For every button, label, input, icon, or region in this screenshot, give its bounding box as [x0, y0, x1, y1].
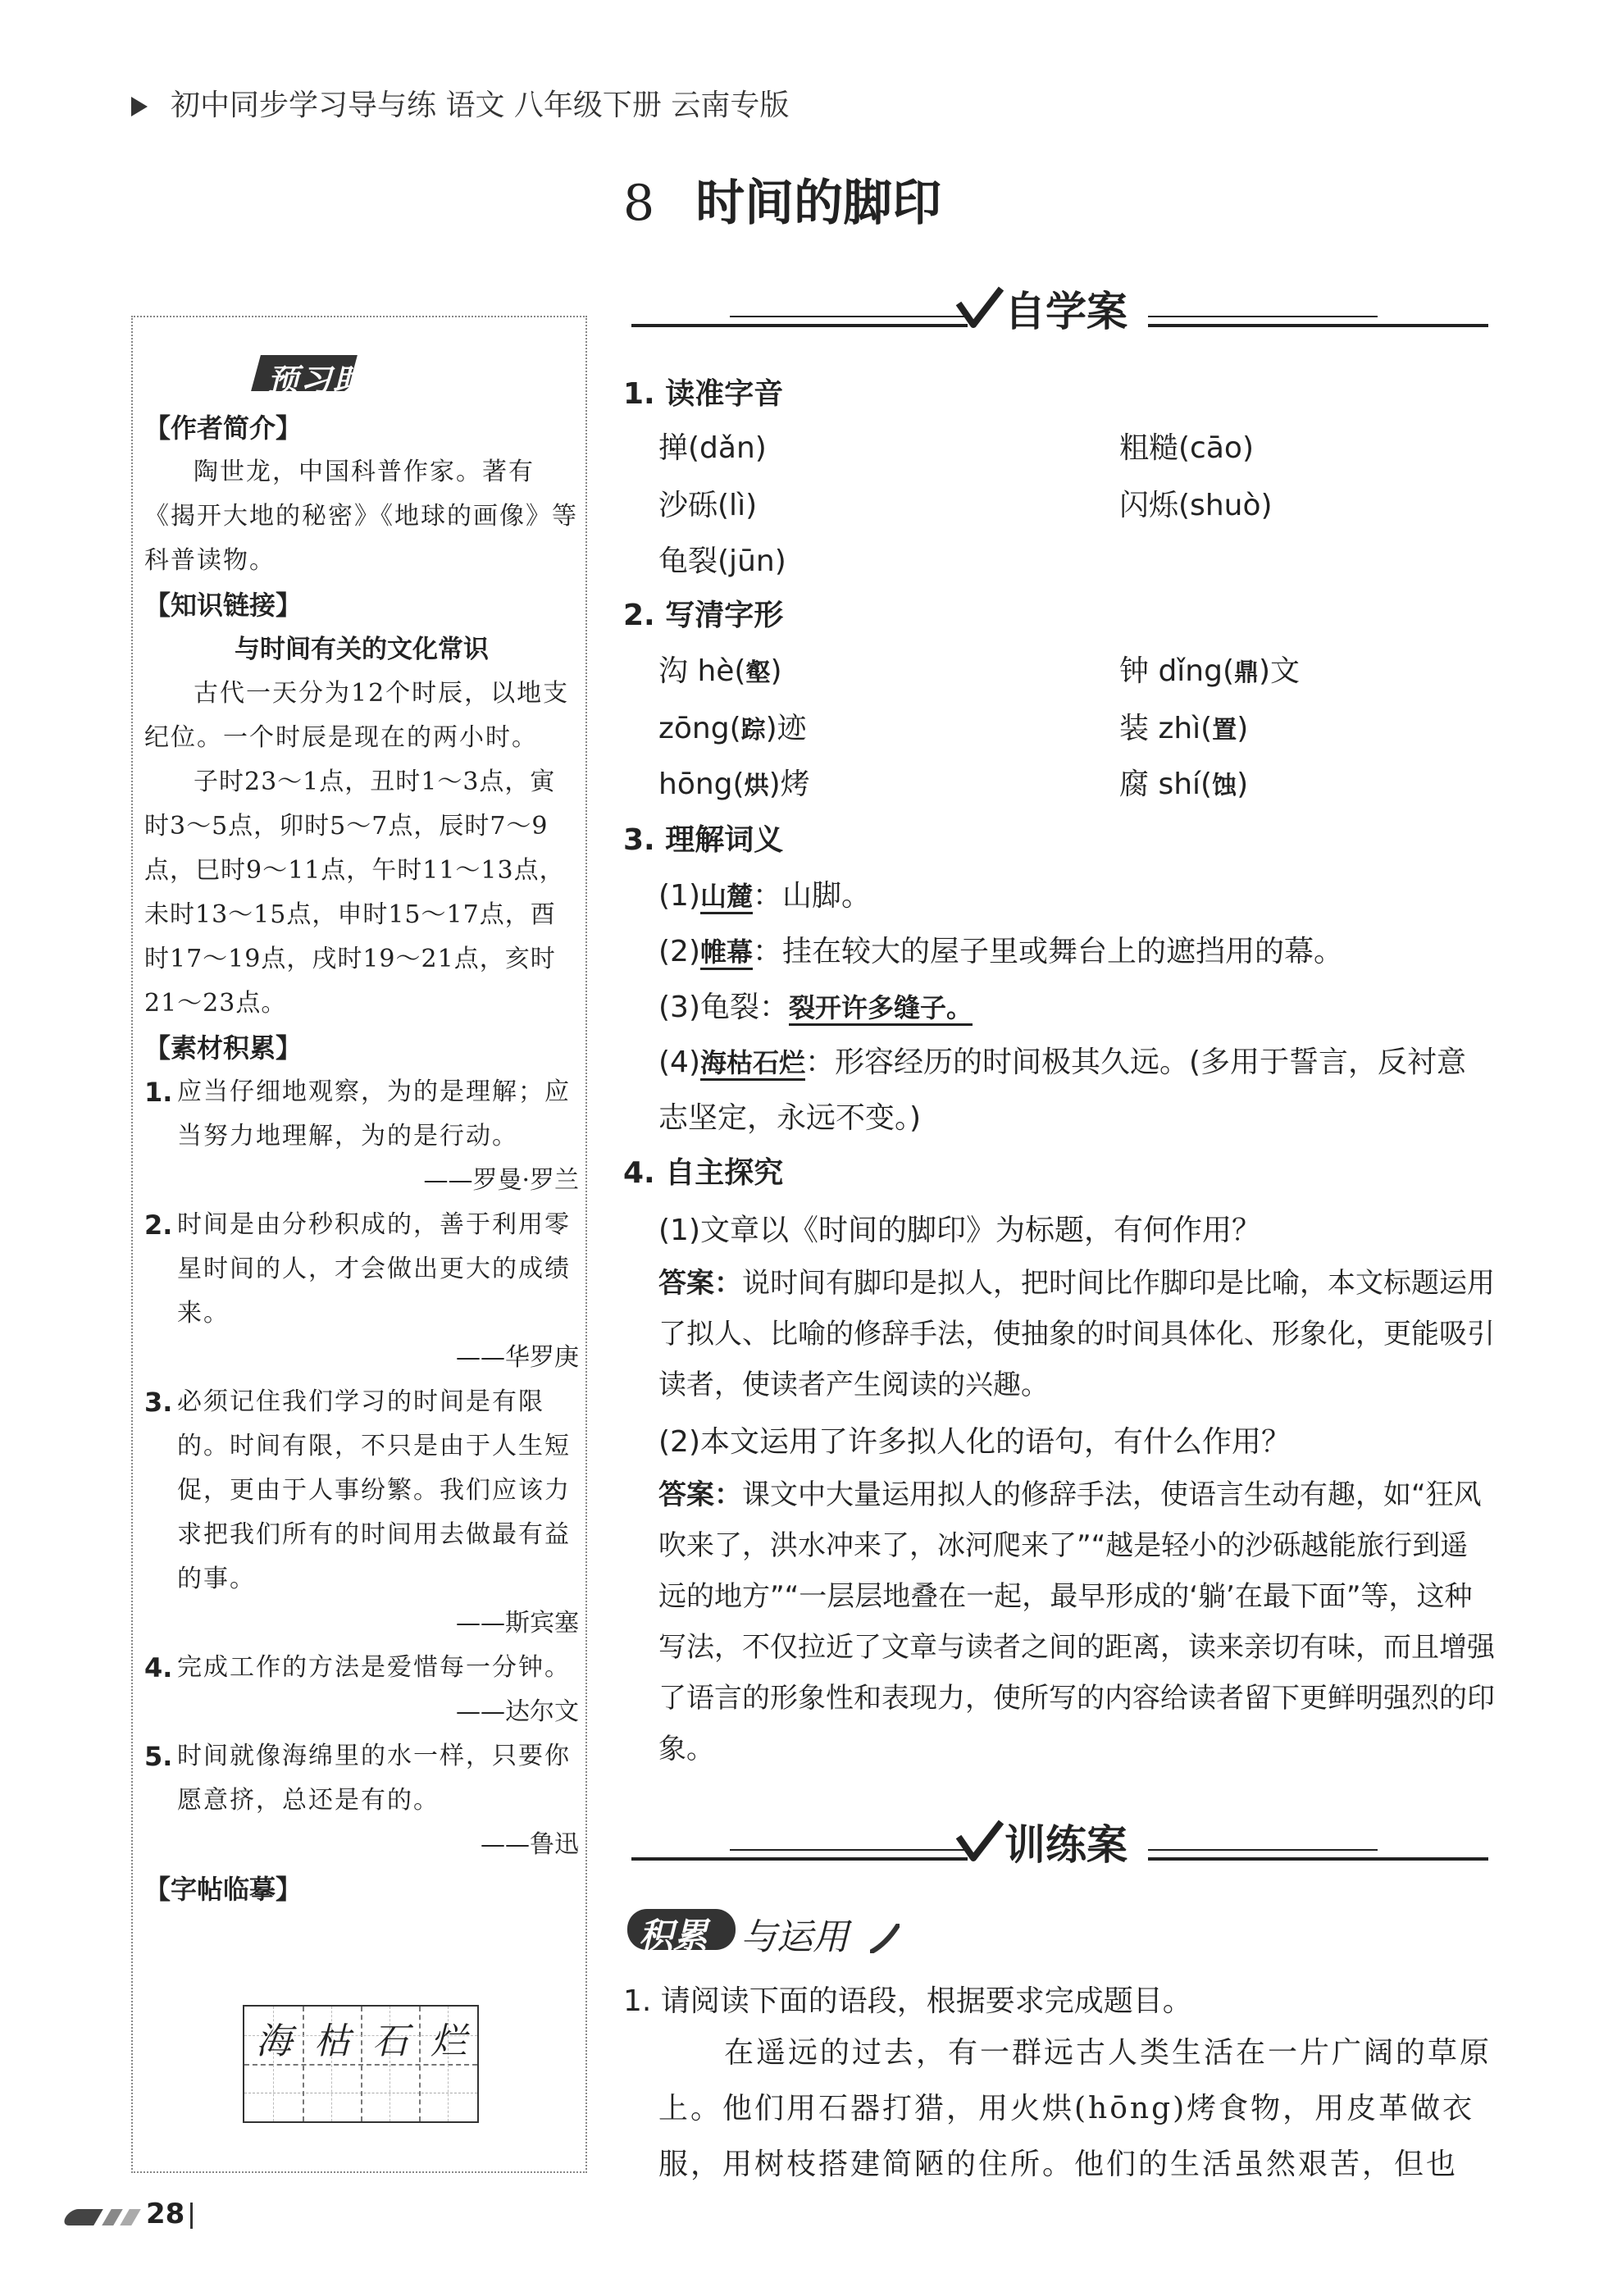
banner-rule-left-thin	[730, 316, 968, 317]
glyph-answer: 踪	[740, 716, 766, 745]
pinyin-reading: (cāo)	[1178, 431, 1254, 465]
banner-rule-left	[631, 1857, 968, 1861]
quote-item	[144, 1646, 579, 1690]
answer-label: 答案：	[658, 1478, 742, 1511]
definition-word: 山麓	[700, 881, 753, 914]
lesson-number: 8	[623, 175, 655, 232]
inquiry-question-2: (2)本文运用了许多拟人化的语句，有什么作用？	[658, 1425, 1291, 1459]
banner-rule-left	[631, 324, 968, 327]
glyph-item	[1119, 648, 1300, 690]
stripe-decor	[102, 2209, 123, 2225]
definition-word: 帷幕	[700, 936, 753, 970]
definition-word: 海枯石烂	[700, 1047, 805, 1081]
glyph-suffix: )	[1237, 768, 1249, 801]
training-question-1: 1. 请阅读下面的语段，根据要求完成题目。	[623, 1984, 1192, 2018]
glyph-suffix: )文	[1259, 654, 1301, 688]
running-header	[131, 82, 789, 124]
quote-author: ——达尔文	[456, 1697, 579, 1726]
definition-word: 龟裂：	[700, 991, 790, 1024]
xunlian-banner-text: 训练案	[1004, 1821, 1128, 1869]
definition-item	[658, 872, 871, 914]
glyph-prompt: zōng(	[658, 712, 741, 745]
copy-char: 海	[256, 2020, 292, 2062]
question-3-heading: 3. 理解词义	[623, 823, 784, 857]
pinyin-item	[658, 425, 767, 467]
inquiry-answer-1	[658, 1258, 1495, 1410]
quote-author: ——罗曼·罗兰	[423, 1166, 579, 1195]
glyph-suffix: )	[770, 654, 782, 688]
author-label: 【作者简介】	[144, 412, 303, 444]
lesson-title	[623, 164, 941, 235]
quote-text: 必须记住我们学习的时间是有限的。时间有限，不只是由于人生短促，更由于人事纷繁。我们应该力求把我们所有的时间用去做最有益的事。	[177, 1387, 571, 1593]
pinyin-word: 龟裂	[658, 544, 718, 578]
banner-rule-right	[1148, 324, 1488, 327]
author-text: 陶世龙，中国科普作家。著有《揭开大地的秘密》《地球的画像》等科普读物。	[144, 458, 578, 575]
pinyin-item	[658, 482, 757, 524]
accumulate-banner	[627, 1904, 906, 1957]
pinyin-word: 闪烁	[1119, 489, 1179, 522]
quote-list	[144, 1070, 579, 1867]
glyph-suffix: )迹	[765, 712, 807, 745]
banner-rule-left-thin	[730, 1849, 968, 1851]
copy-char: 枯	[314, 2020, 350, 2062]
quote-author: ——斯宾塞	[456, 1609, 579, 1638]
quote-number: 3.	[144, 1387, 173, 1418]
glyph-item	[658, 761, 810, 803]
quote-author: ——华罗庚	[456, 1343, 579, 1372]
glyph-item	[658, 705, 807, 747]
glyph-prompt: 沟 hè(	[658, 654, 746, 688]
question-4-heading: 4. 自主探究	[623, 1156, 784, 1190]
quote-text: 应当仔细地观察，为的是理解；应当努力地理解，为的是行动。	[177, 1077, 571, 1150]
quote-number: 5.	[144, 1741, 173, 1772]
pinyin-item	[658, 538, 786, 580]
definition-text: 裂开许多缝子。	[789, 992, 973, 1026]
inquiry-answer-2	[658, 1469, 1495, 1774]
grid-divider	[303, 2007, 304, 2121]
grid-divider	[361, 2007, 362, 2121]
glyph-suffix: )烤	[768, 768, 810, 801]
checkmark-icon	[955, 1819, 1004, 1865]
sidebar-banner-text: 预习助读	[267, 362, 399, 399]
definition-number: (1)	[658, 879, 700, 913]
glyph-prompt: hōng(	[658, 768, 745, 801]
pinyin-reading: (shuò)	[1178, 489, 1273, 522]
header-text: 初中同步学习导与练 语文 八年级下册 云南专版	[171, 89, 790, 122]
answer-text: 课文中大量运用拟人的修辞手法，使语言生动有趣，如“狂风吹来了，洪水冲来了，冰河爬来了”“越是轻小的沙砾越能旅行到遥远的地方”“一层层地叠在一起，最早形成的‘躺’在最下面”等，这种写法，不仅拉近了文章与读者之间的距离，读来亲切有味，而且增强了语言的形象性和表现力，使所写的内容给读者留下更鲜明强烈的印象。	[658, 1478, 1495, 1765]
glyph-answer: 壑	[745, 658, 771, 687]
quote-text: 时间是由分秒积成的，善于利用零星时间的人，才会做出更大的成绩来。	[177, 1210, 571, 1328]
link-paragraph-2: 子时23～1点，丑时1～3点，寅时3～5点，卯时5～7点，辰时7～9点，巳时9～11点，午时11～13点，未时13～15点，申时15～17点，酉时17～19点，戌时19～21点，亥时21～23点。	[144, 768, 565, 1018]
copy-char: 石	[372, 2020, 408, 2062]
zixue-banner-text: 自学案	[1004, 288, 1128, 335]
quote-number: 2.	[144, 1210, 173, 1241]
pinyin-word: 掸 •	[658, 431, 688, 465]
material-label: 【素材积累】	[144, 1032, 303, 1064]
stripe-decor	[120, 2209, 141, 2225]
play-triangle-icon	[131, 97, 148, 116]
pinyin-reading: (dǎn)	[688, 431, 767, 465]
link-title: 与时间有关的文化常识	[235, 635, 489, 664]
brush-stroke-icon	[870, 1924, 900, 1953]
quote-author: ——鲁迅	[481, 1830, 579, 1859]
link-paragraph-1: 古代一天分为12个时辰，以地支纪位。一个时辰是现在的两小时。	[144, 679, 570, 752]
glyph-prompt: 装 zhì(	[1119, 712, 1213, 745]
sidebar-banner	[256, 350, 469, 399]
definition-text: ：山脚。	[753, 879, 872, 913]
glyph-item	[1119, 761, 1248, 803]
quote-number: 1.	[144, 1077, 173, 1108]
question-1-heading: 1. 读准字音	[623, 377, 784, 411]
reading-passage: 在遥远的过去，有一群远古人类生活在一片广阔的草原上。他们用石器打猎，用火烘(hōng)烤食物，用皮革做衣服，用树枝搭建简陋的住所。他们的生活虽然艰苦，但也	[658, 2036, 1492, 2181]
glyph-answer: 置	[1212, 716, 1237, 745]
quote-item	[144, 1070, 579, 1159]
pinyin-item	[1119, 482, 1273, 524]
inquiry-question-1: (1)文章以《时间的脚印》为标题，有何作用？	[658, 1214, 1261, 1247]
grid-divider	[419, 2007, 421, 2121]
banner-rule-right-thin	[1148, 1849, 1378, 1851]
copy-char: 烂	[430, 2020, 467, 2062]
preview-sidebar	[131, 316, 587, 2173]
glyph-prompt: 钟 dǐng(	[1119, 654, 1235, 688]
lesson-title-text: 时间的脚印	[695, 175, 942, 232]
glyph-prompt: 腐 shí(	[1119, 768, 1213, 801]
definition-text: ：形容经历的时间极其久远。(多用于誓言，反衬意志坚定，永远不变。)	[658, 1046, 1467, 1135]
pinyin-word: 沙砾	[658, 489, 718, 522]
quote-text: 完成工作的方法是爱惜每一分钟。	[177, 1653, 571, 1682]
glyph-answer: 鼎	[1234, 658, 1260, 687]
glyph-answer: 蚀	[1212, 772, 1237, 800]
quote-number: 4.	[144, 1652, 173, 1683]
xunlian-banner	[631, 1812, 1488, 1870]
quote-item	[144, 1203, 579, 1336]
definition-item	[658, 1035, 1495, 1146]
quote-text: 时间就像海绵里的水一样，只要你愿意挤，总还是有的。	[177, 1742, 571, 1815]
definition-text: ：挂在较大的屋子里或舞台上的遮挡用的幕。	[753, 935, 1344, 968]
copybook-grid	[243, 2005, 479, 2123]
question-2-heading: 2. 写清字形	[623, 599, 784, 632]
page-number-divider	[190, 2203, 193, 2229]
answer-text: 说时间有脚印是拟人，把时间比作脚印是比喻，本文标题运用了拟人、比喻的修辞手法，使抽象的时间具体化、形象化，更能吸引读者，使读者产生阅读的兴趣。	[658, 1267, 1495, 1401]
stripe-decor	[61, 2209, 103, 2225]
link-label: 【知识链接】	[144, 590, 303, 621]
banner-rule-right-thin	[1148, 316, 1378, 317]
definition-number: (4)	[658, 1046, 700, 1079]
answer-label: 答案：	[658, 1267, 742, 1300]
copy-label: 【字帖临摹】	[144, 1874, 303, 1905]
glyph-item	[1119, 705, 1248, 747]
pinyin-reading: (jūn)	[718, 544, 786, 578]
definition-item	[658, 984, 973, 1026]
glyph-answer: 烘	[744, 772, 769, 800]
quote-item	[144, 1734, 579, 1823]
glyph-suffix: )	[1237, 712, 1249, 745]
pinyin-reading: (lì)	[718, 489, 758, 522]
banner-rule-right	[1148, 1857, 1488, 1861]
sub-banner-text-b: 与运用	[740, 1916, 849, 1958]
pinyin-word: 粗糙	[1119, 431, 1179, 465]
definition-number: (3)	[658, 991, 700, 1024]
checkmark-icon	[955, 285, 1004, 331]
zixue-banner	[631, 279, 1488, 336]
glyph-item	[658, 648, 782, 690]
page-number: 28	[146, 2198, 185, 2230]
footer-stripes	[66, 2206, 148, 2229]
definition-number: (2)	[658, 935, 700, 968]
pinyin-item	[1119, 425, 1254, 467]
sub-banner-text-a: 积累	[639, 1916, 708, 1956]
definition-item	[658, 928, 1343, 970]
quote-item	[144, 1380, 579, 1601]
